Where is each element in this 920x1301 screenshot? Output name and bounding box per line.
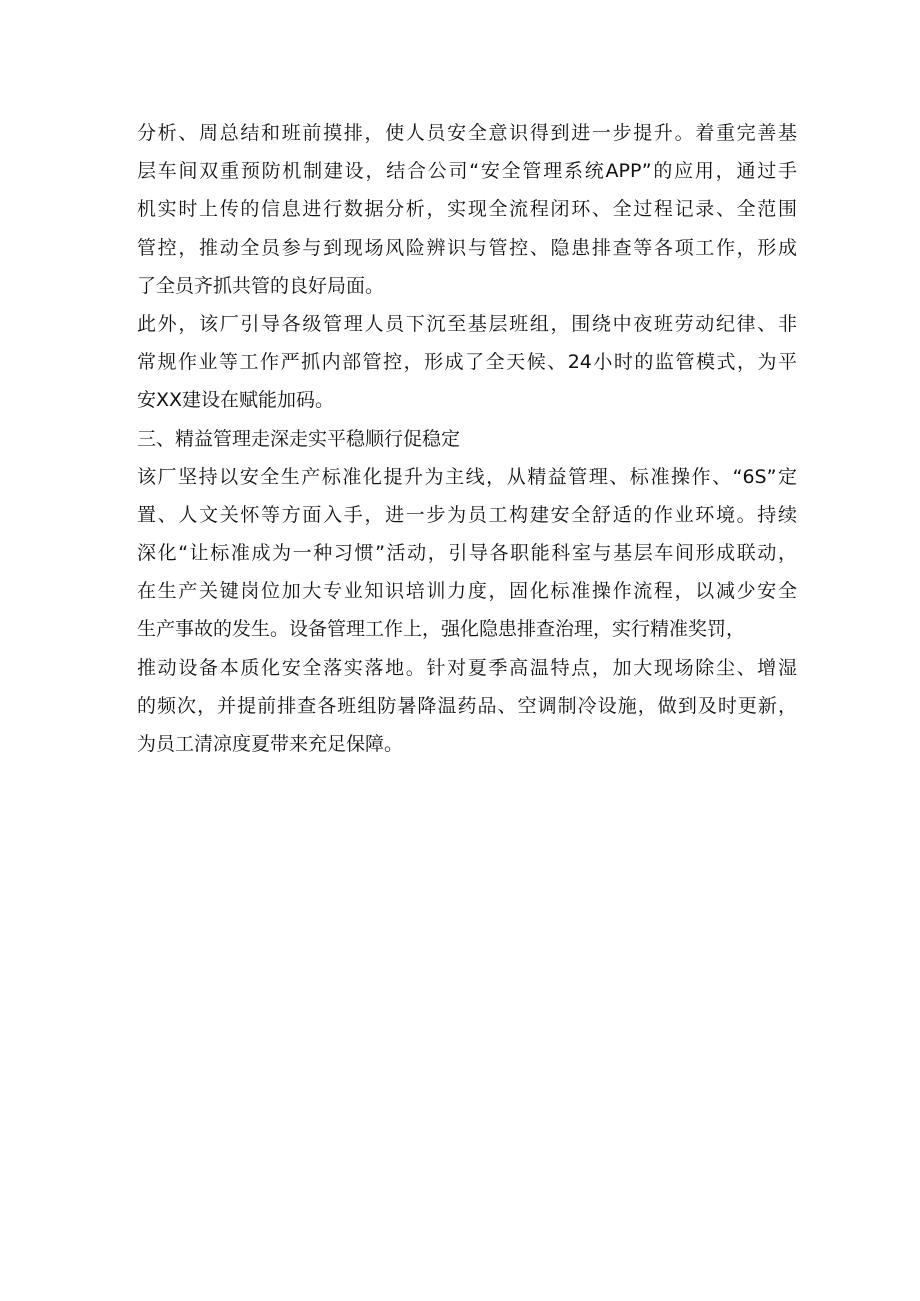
text-line: 为员工清凉度夏带来充足保障。 [137, 733, 404, 755]
text-line: 深化“让标准成为一种习惯”活动，引导各职能科室与基层车间形成联动， [137, 542, 797, 565]
text-line: 管控，推动全员参与到现场风险辨识与管控、隐患排查等各项工作，形成 [137, 236, 797, 259]
document-body [137, 114, 797, 763]
text-line: 安XX建设在赋能加码。 [137, 389, 335, 412]
text-line: 机实时上传的信息进行数据分析，实现全流程闭环、全过程记录、全范围 [137, 198, 797, 221]
paragraph-2 [137, 305, 797, 420]
text-line: 在生产关键岗位加大专业知识培训力度，固化标准操作流程，以减少安全 [137, 580, 797, 603]
text-line: 该厂坚持以安全生产标准化提升为主线，从精益管理、标准操作、“6S”定 [137, 465, 797, 488]
text-line: 的频次，并提前排查各班组防暑降温药品、空调制冷设施，做到及时更新， [137, 694, 797, 717]
paragraph-3 [137, 458, 797, 764]
text-line: 层车间双重预防机制建设，结合公司“安全管理系统APP”的应用，通过手 [137, 160, 797, 183]
text-line: 推动设备本质化安全落实落地。针对夏季高温特点，加大现场除尘、增湿 [137, 656, 797, 679]
paragraph-1 [137, 114, 797, 305]
text-line: 置、人文关怀等方面入手，进一步为员工构建安全舒适的作业环境。持续 [137, 503, 797, 526]
section-heading [137, 420, 797, 458]
text-line: 生产事故的发生。设备管理工作上，强化隐患排查治理，实行精准奖罚， [137, 618, 746, 641]
text-line: 了全员齐抓共管的良好局面。 [137, 274, 385, 297]
text-line: 分析、周总结和班前摸排，使人员安全意识得到进一步提升。着重完善基 [137, 122, 797, 144]
text-line: 常规作业等工作严抓内部管控，形成了全天候、24小时的监管模式，为平 [137, 351, 797, 374]
section-heading-text: 三、精益管理走深走实平稳顺行促稳定 [137, 427, 461, 450]
text-line: 此外，该厂引导各级管理人员下沉至基层班组，围绕中夜班劳动纪律、非 [137, 312, 797, 335]
